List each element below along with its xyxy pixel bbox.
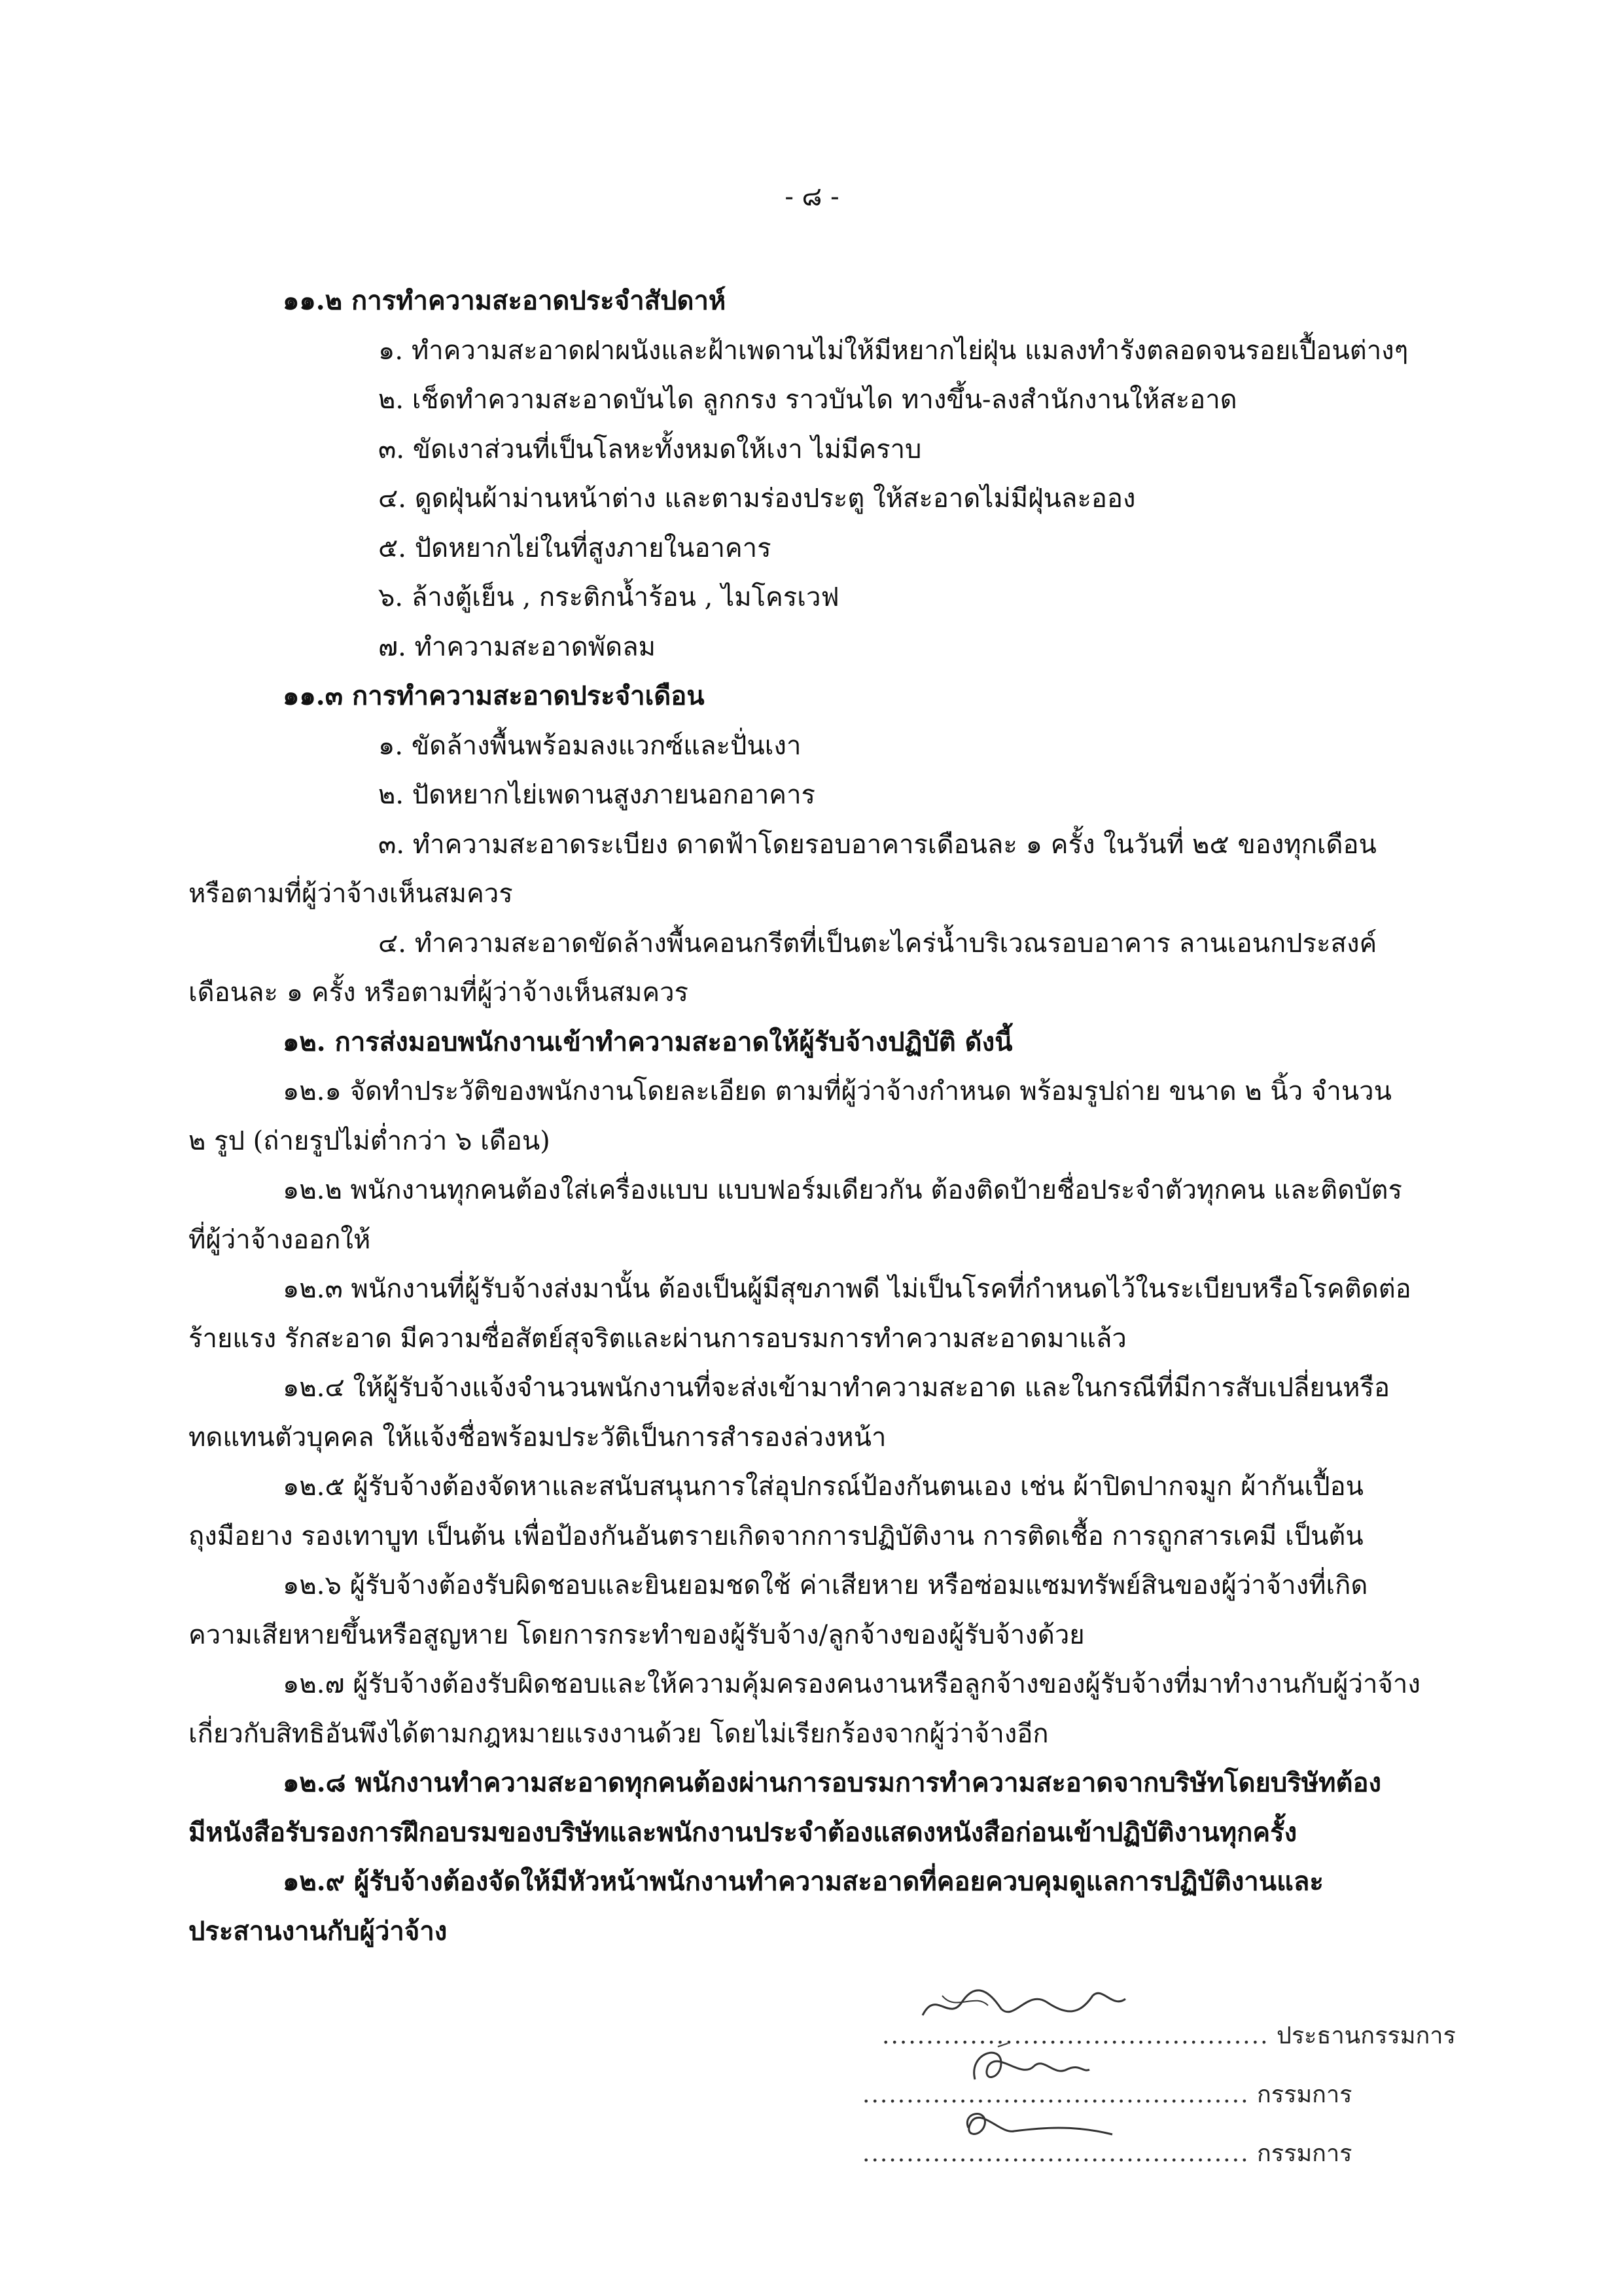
paragraph-line: ๑๒.๒ พนักงานทุกคนต้องใส่เครื่องแบบ แบบฟอร์มเดียวกัน ต้องติดป้ายชื่อประจำตัวทุกคน และติดบัตร — [283, 1175, 1402, 1205]
paragraph-line: ความเสียหายขึ้นหรือสูญหาย โดยการกระทำของผู้รับจ้าง/ลูกจ้างของผู้รับจ้างด้วย — [188, 1620, 1085, 1650]
list-item: ๓. ขัดเงาส่วนที่เป็นโลหะทั้งหมดให้เงา ไม่มีคราบ — [378, 434, 922, 465]
list-item: ๔. ทำความสะอาดขัดล้างพื้นคอนกรีตที่เป็นตะไคร่น้ำบริเวณรอบอาคาร ลานเอนกประสงค์ — [378, 928, 1377, 959]
list-item: ๕. ปัดหยากไย่ในที่สูงภายในอาคาร — [378, 533, 771, 563]
paragraph-line: ๑๒.๗ ผู้รับจ้างต้องรับผิดชอบและให้ความคุ้มครองคนงานหรือลูกจ้างของผู้รับจ้างที่มาทำงานกับผู้ว่าจ้าง — [283, 1669, 1421, 1699]
paragraph-line: ๑๒.๖ ผู้รับจ้างต้องรับผิดชอบและยินยอมชดใช้ ค่าเสียหาย หรือซ่อมแซมทรัพย์สินของผู้ว่าจ้างที่เกิด — [283, 1570, 1368, 1600]
signature-mark-2 — [962, 2040, 1093, 2093]
list-item: ๑. ทำความสะอาดฝาผนังและฝ้าเพดานไม่ให้มีหยากไย่ฝุ่น แมลงทำรังตลอดจนรอยเปื้อนต่างๆ — [378, 336, 1409, 366]
signature-mark-1 — [916, 1983, 1132, 2028]
signature-dots: ............................................ — [862, 2081, 1250, 2108]
paragraph-line: ประสานงานกับผู้ว่าจ้าง — [188, 1916, 448, 1947]
section-heading-11-3: ๑๑.๓ การทำความสะอาดประจำเดือน — [283, 680, 705, 711]
paragraph-line: ร้ายแรง รักสะอาด มีความซื่อสัตย์สุจริตและผ่านการอบรมการทำความสะอาดมาแล้ว — [188, 1324, 1127, 1354]
signature-dots: ............................................ — [882, 2022, 1269, 2049]
signature-mark-3 — [949, 2102, 1119, 2147]
list-item: ๖. ล้างตู้เย็น , กระติกน้ำร้อน , ไมโครเวฟ — [378, 582, 839, 612]
paragraph-line: ๑๒.๑ จัดทำประวัติของพนักงานโดยละเอียด ตามที่ผู้ว่าจ้างกำหนด พร้อมรูปถ่าย ขนาด ๒ นิ้ว จำนวน — [283, 1076, 1392, 1106]
section-heading-11-2: ๑๑.๒ การทำความสะอาดประจำสัปดาห์ — [283, 285, 726, 316]
list-item: ๒. เช็ดทำความสะอาดบันได ลูกกรง ราวบันได ทางขึ้น-ลงสำนักงานให้สะอาด — [378, 385, 1237, 415]
section-heading-12: ๑๒. การส่งมอบพนักงานเข้าทำความสะอาดให้ผู้รับจ้างปฏิบัติ ดังนี้ — [283, 1027, 1013, 1057]
signature-title: กรรมการ — [1256, 2081, 1352, 2108]
signature-title: กรรมการ — [1256, 2140, 1352, 2167]
paragraph-line: ทดแทนตัวบุคคล ให้แจ้งชื่อพร้อมประวัติเป็นการสำรองล่วงหน้า — [188, 1422, 887, 1453]
paragraph-line: ๑๒.๙ ผู้รับจ้างต้องจัดให้มีหัวหน้าพนักงานทำความสะอาดที่คอยควบคุมดูแลการปฏิบัติงานและ — [283, 1866, 1324, 1897]
list-item: ๔. ดูดฝุ่นผ้าม่านหน้าต่าง และตามร่องประตู ให้สะอาดไม่มีฝุ่นละออง — [378, 484, 1136, 514]
signature-dots: ............................................ — [862, 2140, 1250, 2167]
paragraph-line: มีหนังสือรับรองการฝึกอบรมของบริษัทและพนักงานประจำต้องแสดงหนังสือก่อนเข้าปฏิบัติงานทุกครั้ง — [188, 1817, 1297, 1848]
paragraph-line: ๑๒.๘ พนักงานทำความสะอาดทุกคนต้องผ่านการอบรมการทำความสะอาดจากบริษัทโดยบริษัทต้อง — [283, 1767, 1382, 1798]
list-item-continuation: หรือตามที่ผู้ว่าจ้างเห็นสมควร — [188, 879, 513, 909]
paragraph-line: ที่ผู้ว่าจ้างออกให้ — [188, 1225, 371, 1255]
paragraph-line: เกี่ยวกับสิทธิอันพึงได้ตามกฎหมายแรงงานด้วย โดยไม่เรียกร้องจากผู้ว่าจ้างอีก — [188, 1719, 1049, 1749]
page-number: - ๘ - — [785, 182, 839, 212]
paragraph-line: ๑๒.๔ ให้ผู้รับจ้างแจ้งจำนวนพนักงานที่จะส่งเข้ามาทำความสะอาด และในกรณีที่มีการสับเปลี่ยนหรือ — [283, 1373, 1390, 1403]
list-item: ๑. ขัดล้างพื้นพร้อมลงแวกซ์และปั่นเงา — [378, 731, 802, 761]
list-item-continuation: เดือนละ ๑ ครั้ง หรือตามที่ผู้ว่าจ้างเห็นสมควร — [188, 978, 689, 1008]
paragraph-line: ๒ รูป (ถ่ายรูปไม่ต่ำกว่า ๖ เดือน) — [188, 1126, 550, 1156]
list-item: ๗. ทำความสะอาดพัดลม — [378, 632, 656, 662]
signature-title: ประธานกรรมการ — [1276, 2022, 1456, 2049]
paragraph-line: ๑๒.๓ พนักงานที่ผู้รับจ้างส่งมานั้น ต้องเป็นผู้มีสุขภาพดี ไม่เป็นโรคที่กำหนดไว้ในระเบียบหรือโรคติดต่อ — [283, 1274, 1411, 1304]
list-item: ๒. ปัดหยากไย่เพดานสูงภายนอกอาคาร — [378, 780, 816, 810]
paragraph-line: ถุงมือยาง รองเทาบูท เป็นต้น เพื่อป้องกันอันตรายเกิดจากการปฏิบัติงาน การติดเชื้อ การถูกสารเคมี เป็นต้น — [188, 1521, 1364, 1551]
paragraph-line: ๑๒.๕ ผู้รับจ้างต้องจัดหาและสนับสนุนการใส่อุปกรณ์ป้องกันตนเอง เช่น ผ้าปิดปากจมูก ผ้ากันเปื้อน — [283, 1472, 1364, 1502]
list-item: ๓. ทำความสะอาดระเบียง ดาดฟ้าโดยรอบอาคารเดือนละ ๑ ครั้ง ในวันที่ ๒๕ ของทุกเดือน — [378, 830, 1377, 860]
